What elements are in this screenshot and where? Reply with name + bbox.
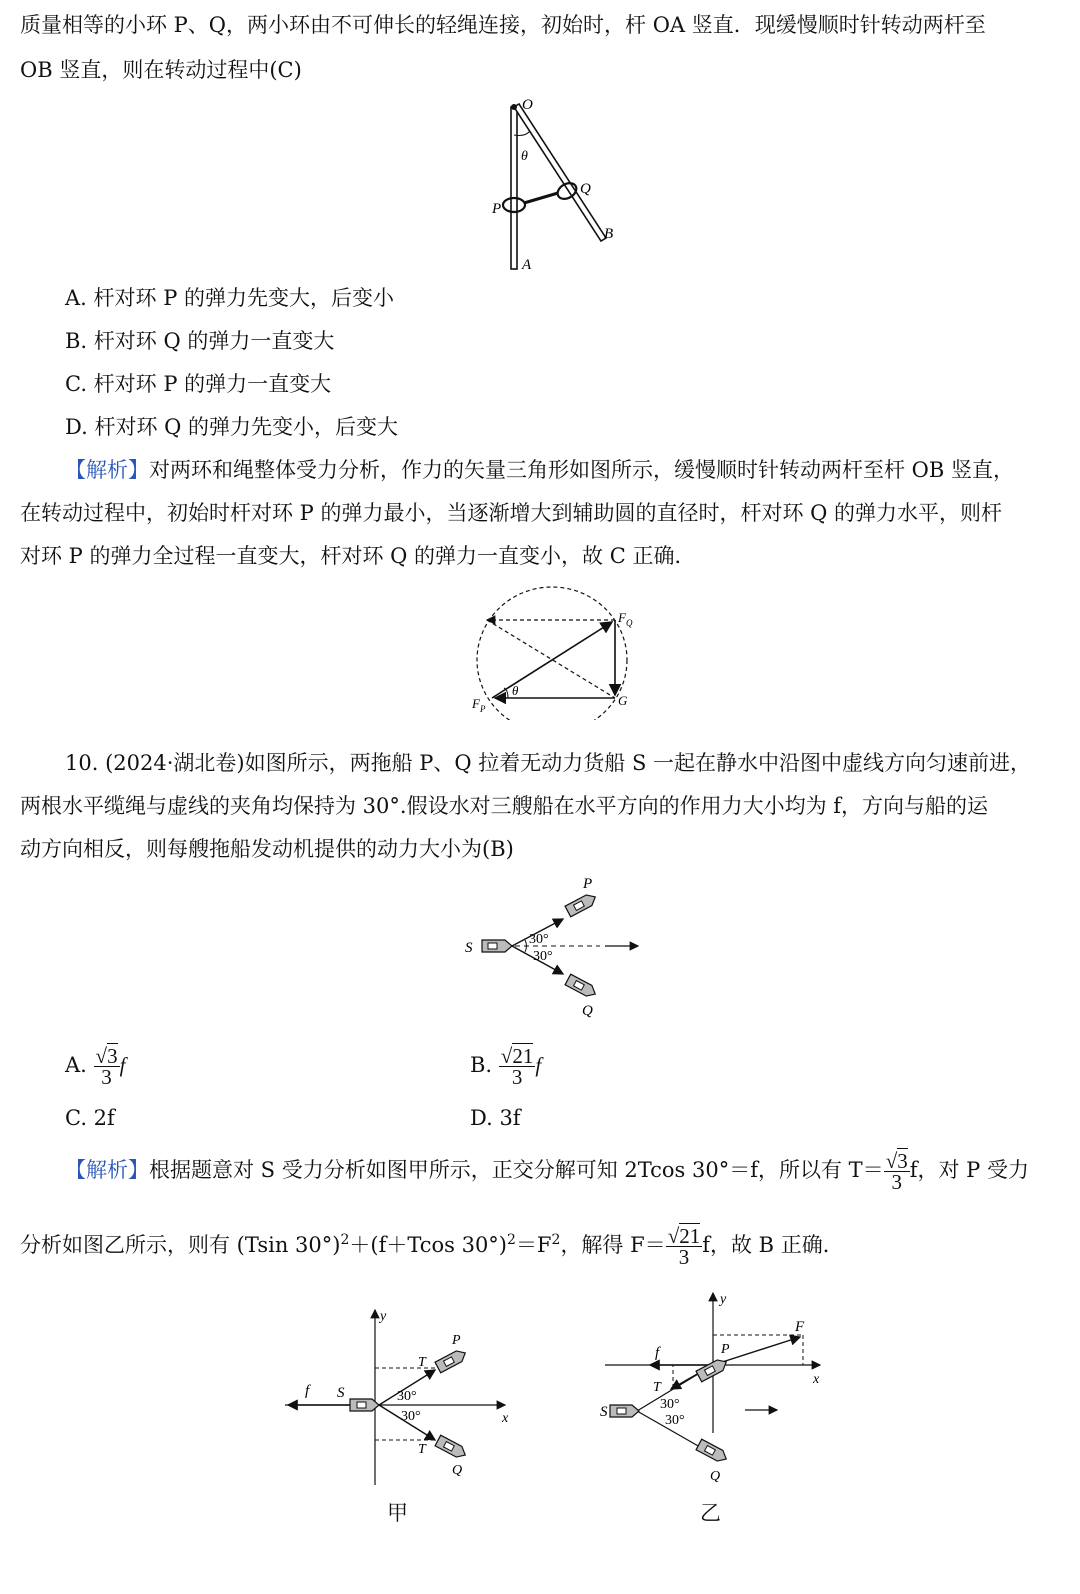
q10-analysis-text1b: f，对 P 受力 (909, 1158, 1029, 1182)
option-b-unit: f (535, 1053, 542, 1077)
label-angle2: 30° (533, 949, 553, 964)
q9-stem-line2: OB 竖直，则在转动过程中(C) (20, 58, 302, 82)
option-a-unit: f (119, 1053, 126, 1077)
label-a2-jia: 30° (401, 1409, 421, 1424)
label-x-jia: x (502, 1411, 509, 1426)
label-x-yi: x (813, 1372, 820, 1387)
label-theta2: θ (512, 683, 519, 698)
boats-figure (455, 870, 655, 1020)
q10-analysis-text2d: ，解得 F＝ (560, 1233, 666, 1257)
boat-p (565, 892, 598, 917)
label-o: O (522, 97, 533, 113)
caption-yi: 乙 (700, 1501, 721, 1525)
label-y-jia: y (380, 1309, 387, 1324)
option-a-fraction: $\frac{√3}{3}$ (95, 1044, 118, 1089)
q9-analysis-text1: 对两环和绳整体受力分析，作力的矢量三角形如图所示，缓慢顺时针转动两杆至杆 OB 竖直， (149, 458, 1014, 482)
analysis-tag: 【解析】 (65, 458, 149, 482)
q9-option-b: B. 杆对环 Q 的弹力一直变大 (65, 329, 335, 353)
q9-option-c: C. 杆对环 P 的弹力一直变大 (65, 372, 332, 396)
label-s-yi: S (600, 1404, 608, 1420)
label-a1-yi: 30° (660, 1397, 680, 1412)
analysis-tag-2: 【解析】 (65, 1158, 149, 1182)
label-theta: θ (521, 149, 528, 164)
q10-stem-line1: 10. (2024·湖北卷)如图所示，两拖船 P、Q 拉着无动力货船 S 一起在静水中沿图中虚线方向匀速前进， (65, 751, 1032, 775)
label-y-yi: y (720, 1292, 727, 1307)
q10-analysis-text2a: 分析如图乙所示，则有 (Tsin 30°) (20, 1233, 341, 1257)
t-fraction: $\frac{√3}{3}$ (885, 1149, 908, 1194)
q10-analysis-text2c: ＝F (515, 1233, 552, 1257)
q10-option-b (470, 1035, 541, 1095)
label-s: S (465, 940, 473, 956)
caption-jia: 甲 (387, 1501, 408, 1525)
option-a-label: A. (65, 1053, 87, 1077)
vector-circle-figure (460, 580, 650, 720)
label-f-yi: f (655, 1345, 660, 1361)
boat-q-jia (435, 1435, 468, 1460)
rod-ob (514, 104, 606, 241)
label-p-jia: P (452, 1333, 461, 1348)
label-f-jia: f (305, 1383, 310, 1399)
label-g: G (618, 693, 628, 708)
q9-option-a: A. 杆对环 P 的弹力先变大，后变小 (65, 286, 394, 310)
label-p3: P (583, 876, 593, 892)
label-t-yi: T (653, 1380, 661, 1395)
label-s-jia: S (337, 1385, 345, 1401)
label-q3: Q (582, 1003, 593, 1019)
label-fp: F (472, 696, 480, 711)
label-fq: F (618, 610, 626, 625)
rope (524, 193, 558, 203)
label-q-yi: Q (710, 1469, 721, 1484)
boat-q (565, 974, 598, 999)
label-p-yi: P (721, 1342, 730, 1357)
q10-analysis-text2b: ＋(f＋Tcos 30°) (349, 1233, 508, 1257)
q9-analysis-line3: 对环 P 的弹力全过程一直变大，杆对环 Q 的弹力一直变小，故 C 正确． (20, 544, 696, 568)
option-b-fraction: $\frac{√21}{3}$ (500, 1044, 534, 1089)
q10-option-a (65, 1035, 125, 1095)
rod-oa (511, 107, 517, 269)
label-q: Q (580, 181, 591, 197)
label-angle1: 30° (529, 932, 549, 947)
q9-analysis-line1 (65, 455, 1014, 485)
option-b-label: B. (470, 1053, 493, 1077)
label-q-jia: Q (452, 1463, 463, 1478)
label-a1-jia: 30° (397, 1389, 417, 1404)
label-fp-sub: P (480, 704, 486, 714)
f-fraction: $\frac{√21}{3}$ (667, 1224, 701, 1269)
vector-fq (492, 622, 612, 698)
label-fq-sub: Q (626, 618, 633, 628)
label-a: A (522, 257, 532, 273)
boat-q-yi (696, 1439, 729, 1464)
q10-analysis-line1 (65, 1145, 1029, 1205)
figure-yi (595, 1285, 835, 1490)
q10-analysis-text2e: f，故 B 正确． (702, 1233, 844, 1257)
pivot-o (511, 104, 517, 110)
aux-circle (477, 587, 627, 720)
label-t2-jia: T (418, 1442, 426, 1457)
q9-stem-line1: 质量相等的小环 P、Q，两小环由不可伸长的轻绳连接，初始时，杆 OA 竖直．现缓慢顺时针转动两杆至 (20, 13, 986, 37)
label-p: P (492, 201, 502, 217)
figure-jia (280, 1300, 520, 1490)
label-b: B (604, 226, 614, 242)
q10-analysis-text1a: 根据题意对 S 受力分析如图甲所示，正交分解可知 2Tcos 30°＝f，所以有 T＝ (149, 1158, 884, 1182)
q10-stem-line2: 两根水平缆绳与虚线的夹角均保持为 30°.假设水对三艘船在水平方向的作用力大小均为 f，方向与船的运 (20, 794, 989, 818)
q9-analysis-line2: 在转动过程中，初始时杆对环 P 的弹力最小，当逐渐增大到辅助圆的直径时，杆对环 Q 的弹力水平，则杆 (20, 501, 1003, 525)
rods-figure (470, 95, 630, 280)
label-a2-yi: 30° (665, 1413, 685, 1428)
label-t1-jia: T (418, 1355, 426, 1370)
boat-p-jia (435, 1348, 468, 1373)
q10-option-d: D. 3f (470, 1106, 521, 1130)
q10-stem-line3: 动方向相反，则每艘拖船发动机提供的动力大小为(B) (20, 837, 514, 861)
label-f-big-yi: F (795, 1319, 805, 1335)
q10-analysis-line2: 分析如图乙所示，则有 (Tsin 30°)$^2$＋(f＋Tcos $30^\circ)^2=F^2$，解得 F＝ $\frac{√21}{3}$ f，故 B 正确． (20, 1224, 844, 1269)
q9-option-d: D. 杆对环 Q 的弹力先变小，后变大 (65, 415, 399, 439)
q10-option-c: C. 2f (65, 1106, 115, 1130)
